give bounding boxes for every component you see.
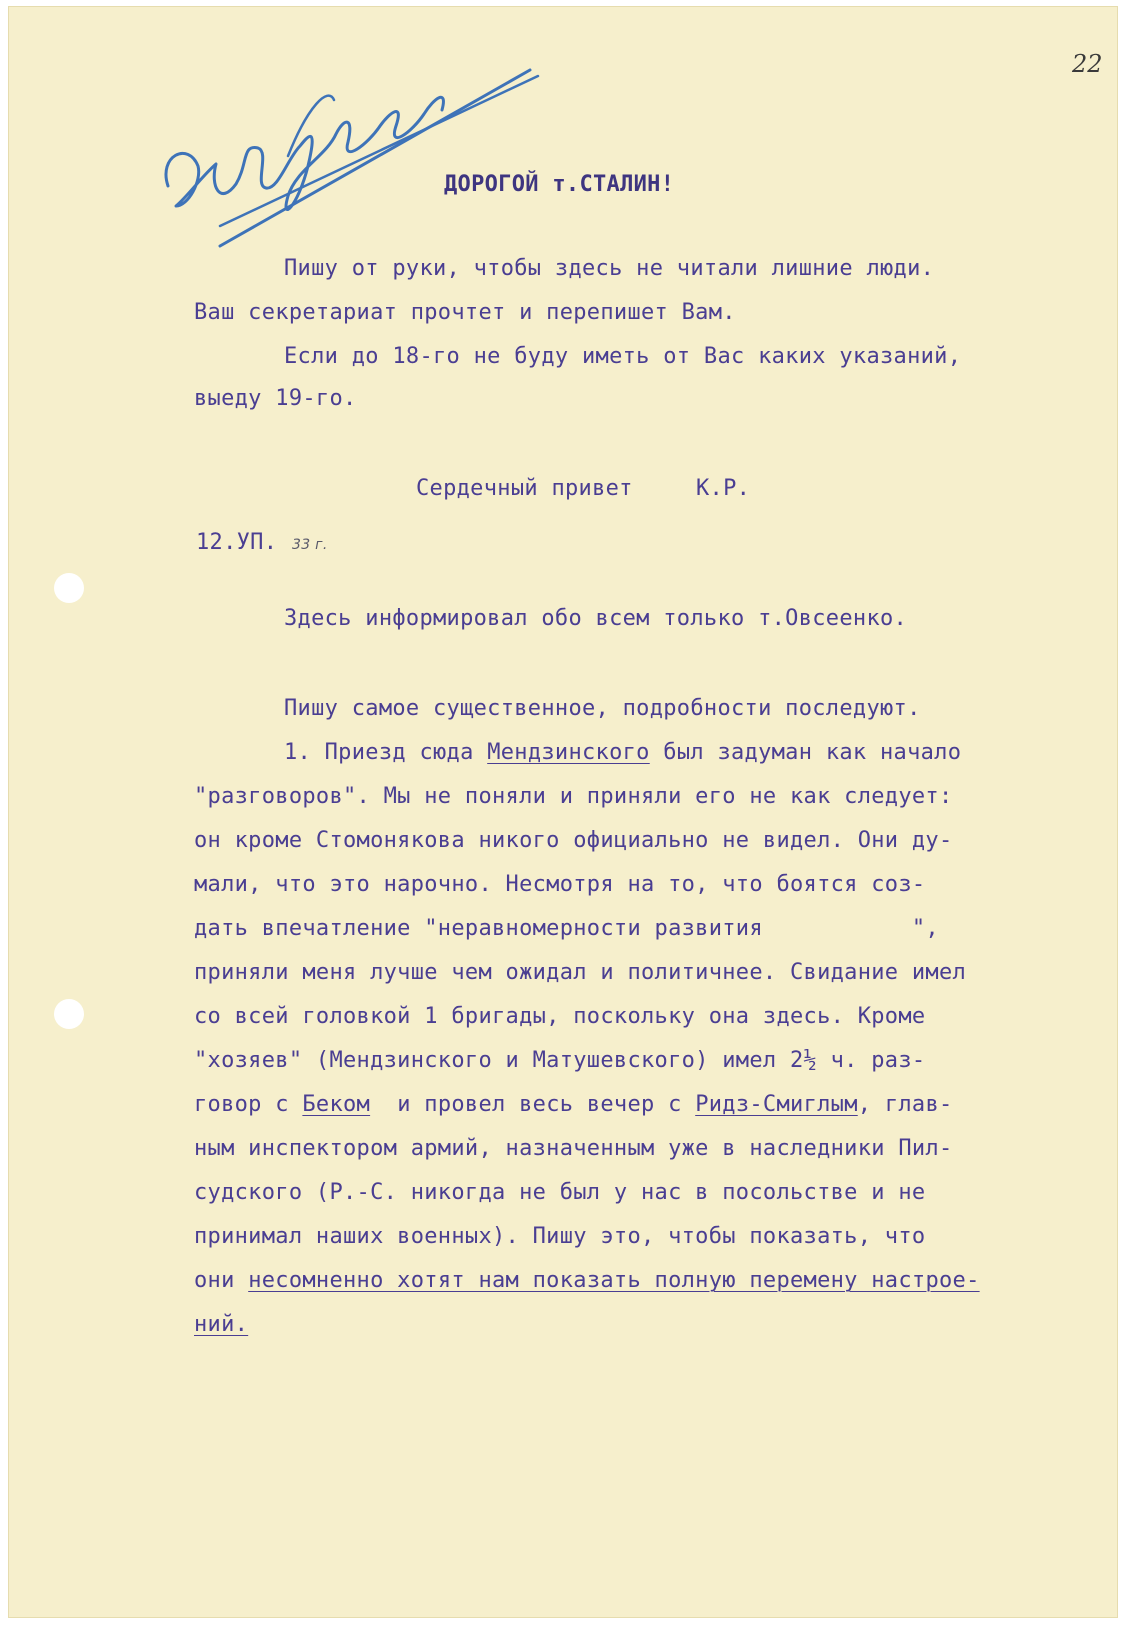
underlined-rydz-smigly: Ридз-Смиглым xyxy=(695,1092,858,1117)
body-line-6: приняли меня лучше чем ожидал и политичнее. Свидание имел xyxy=(194,960,967,985)
intro-line-4: выеду 19-го. xyxy=(194,386,357,411)
informed-note: Здесь информировал обо всем только т.Овсеенко. xyxy=(284,606,908,631)
intro-line-1: Пишу от руки, чтобы здесь не читали лишние люди. xyxy=(284,256,935,281)
closing-initials: К.Р. xyxy=(696,476,751,501)
intro-line-2: Ваш секретариат прочтет и перепишет Вам. xyxy=(194,300,736,325)
underlined-beck: Беком xyxy=(302,1092,371,1117)
body-line-12: принимал наших военных). Пишу это, чтобы показать, что xyxy=(194,1224,926,1249)
body-line-2: "разговоров". Мы не поняли и приняли его не как следует: xyxy=(194,784,953,809)
intro-line-3: Если до 18-го не буду иметь от Вас каких указаний, xyxy=(284,344,962,369)
punch-hole-upper xyxy=(54,573,84,603)
body-line-10: ным инспектором армий, назначенным уже в наследники Пил- xyxy=(194,1136,953,1161)
body-line-9: говор с Беком и провел весь вечер с Ридз-Смиглым, глав- xyxy=(194,1092,953,1117)
letter-salutation: ДОРОГОЙ т.СТАЛИН! xyxy=(444,172,675,197)
body-line-14: ний. xyxy=(194,1312,249,1337)
folio-number: 22 xyxy=(1072,50,1103,78)
body-line-7: со всей головкой 1 бригады, поскольку она здесь. Кроме xyxy=(194,1004,926,1029)
letter-date-handwritten: 33 г. xyxy=(292,537,328,553)
closing-greeting: Сердечный привет xyxy=(416,476,633,501)
underlined-mendzinsky: Мендзинского xyxy=(487,740,650,765)
archive-pencil-mark xyxy=(158,46,558,266)
body-lead: Пишу самое существенное, подробности последуют. xyxy=(284,696,921,721)
body-line-8: "хозяев" (Мендзинского и Матушевского) имел 2½ ч. раз- xyxy=(194,1048,926,1073)
document-page xyxy=(8,6,1118,1618)
body-line-1: 1. Приезд сюда Мендзинского был задуман как начало xyxy=(284,740,962,765)
letter-date-typed: 12.УП. xyxy=(196,530,278,555)
body-line-3: он кроме Стомонякова никого официально не видел. Они ду- xyxy=(194,828,953,853)
body-line-5: дать впечатление "неравномерности развития ", xyxy=(194,916,939,941)
body-line-13: они несомненно хотят нам показать полную перемену настрое- xyxy=(194,1268,980,1293)
underlined-change-of-mood: несомненно хотят нам показать полную перемену настрое- xyxy=(248,1268,980,1293)
body-line-4: мали, что это нарочно. Несмотря на то, что боятся соз- xyxy=(194,872,926,897)
body-line-11: судского (Р.-С. никогда не был у нас в посольстве и не xyxy=(194,1180,926,1205)
punch-hole-lower xyxy=(54,999,84,1029)
